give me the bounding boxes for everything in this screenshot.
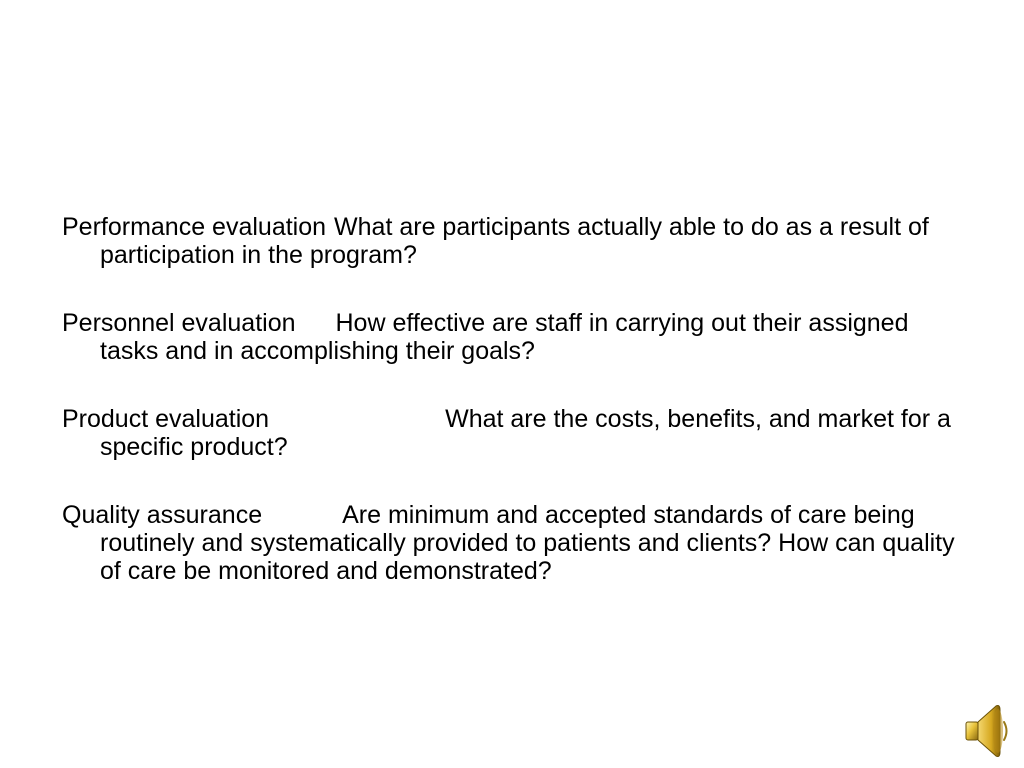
speaker-icon-graphic: [962, 700, 1012, 760]
speaker-icon[interactable]: [962, 700, 1012, 760]
entry-performance-evaluation: [62, 213, 962, 269]
entry-term: Personnel evaluation: [62, 309, 296, 337]
entry-product-evaluation: [62, 405, 962, 461]
entry-question: How effective are staff in carrying out their assigned tasks and in accomplishing their goals?: [100, 309, 909, 365]
entry-personnel-evaluation: [62, 309, 962, 365]
entry-question: Are minimum and accepted standards of care being routinely and systematically provided to patients and clients? How can quality of care be monitored and demonstrated?: [100, 501, 955, 585]
entry-term: Quality assurance: [62, 501, 263, 529]
entry-question: What are the costs, benefits, and market for a specific product?: [100, 405, 951, 461]
entry-question: What are participants actually able to do as a result of participation in the program?: [100, 213, 929, 269]
entry-term: Performance evaluation: [62, 213, 327, 241]
entry-term: Product evaluation: [62, 405, 270, 433]
slide-body: [62, 213, 962, 625]
entry-quality-assurance: [62, 501, 962, 585]
